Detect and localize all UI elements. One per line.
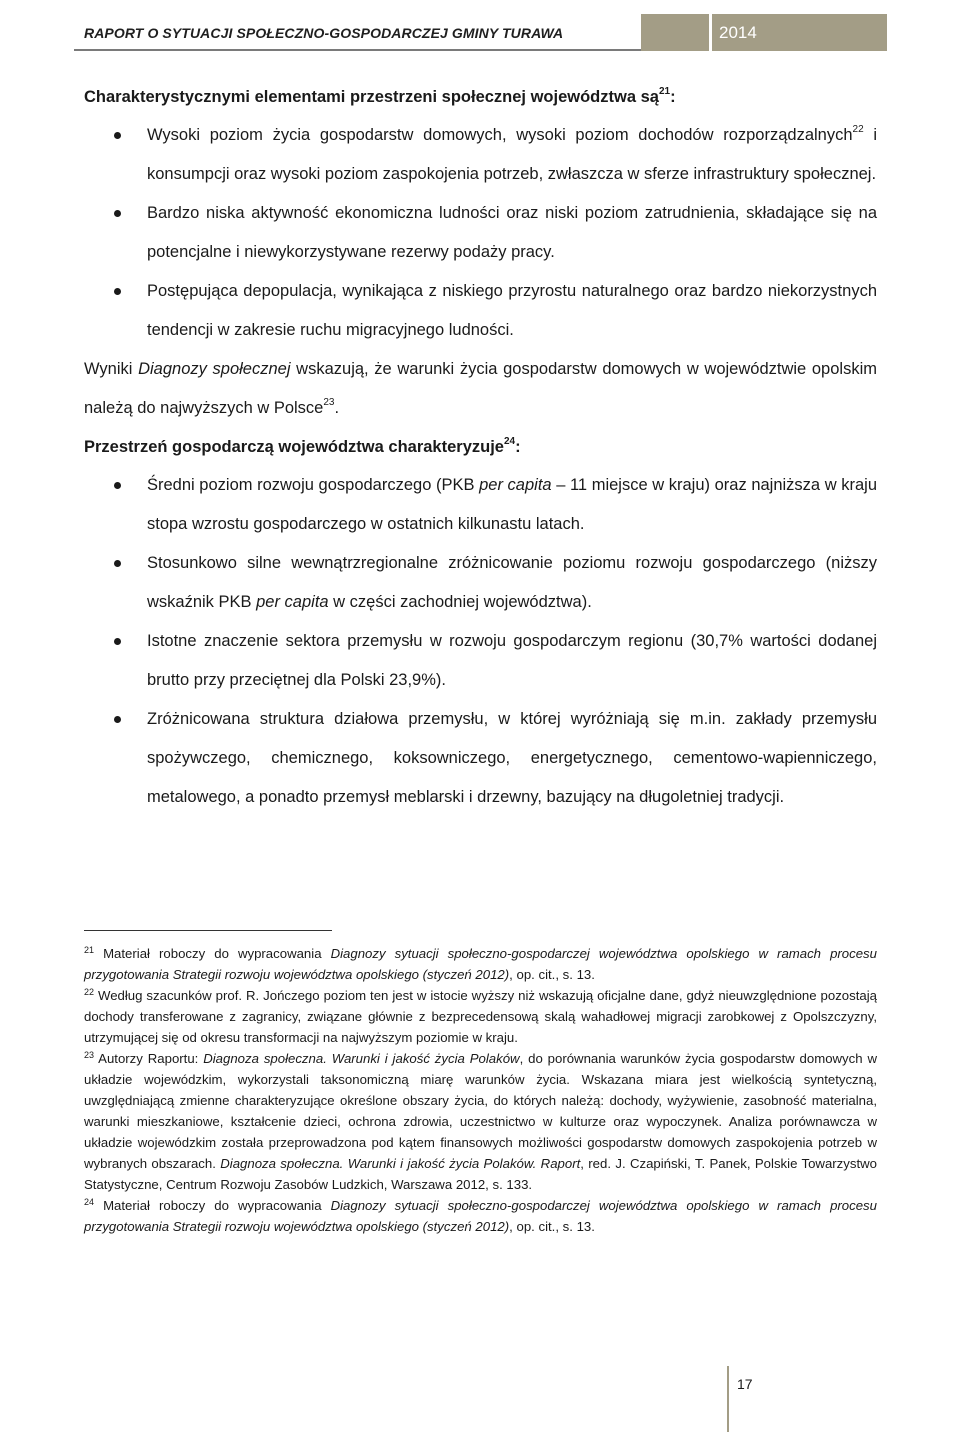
footnotes [84, 930, 877, 1237]
bullet-icon [114, 288, 121, 295]
social-features-list [84, 116, 877, 350]
list-item: Istotne znaczenie sektora przemysłu w rozwoju gospodarczym regionu (30,7% wartości dodanej brutto przy przeciętnej dla Polski 23,9%). [84, 622, 877, 700]
section-economic-heading: Przestrzeń gospodarczą województwa charakteryzuje$^{24}$: [84, 436, 521, 456]
footnote-22: $^{22}$ Według szacunków prof. R. Jończego poziom ten jest w istocie wyższy niż wskazują oficjalne dane, gdyż nieuwzględnione pozostają dochody transferowane z zagranicy, związane głównie z bezprecedensową skalą wahadłowej migracji zarobkowej z Opolszczyzny, utrzymującej się od okresu transformacji na najwyższym poziomie w kraju. [84, 987, 877, 1045]
bullet-icon [114, 132, 121, 139]
list-item: Stosunkowo silne wewnątrzregionalne zróżnicowanie poziomu rozwoju gospodarczego (niższy wskaźnik PKB per capita w części zachodniej województwa). [84, 544, 877, 622]
header-title: RAPORT O SYTUACJI SPOŁECZNO-GOSPODARCZEJ GMINY TURAWA [74, 14, 641, 51]
section-social-heading: Charakterystycznymi elementami przestrzeni społecznej województwa $są^{21}$: [84, 86, 676, 106]
bullet-icon [114, 210, 121, 217]
footnote-divider [84, 930, 332, 931]
footnote-23: $^{23}$ Autorzy Raportu: Diagnoza społeczna. Warunki i jakość życia Polaków, do porównania warunków życia gospodarstw domowych w układzie wojewódzkim, wykorzystali taksonomiczną miarę warunków życia. Wskazana miara jest wielkością syntetyczną, uwzględniającą zmienne charakteryzujące określone obszary życia, do których należą: dochody, wyżywienie, zasobność materialna, warunki mieszkaniowe, kształcenie dzieci, ochrona zdrowia, uczestnictwo w kulturze oraz wypoczynek. Analiza porównawcza w układzie wojewódzkim została przeprowadzona pod kątem finansowych możliwości gospodarstw domowych zaspokojenia potrzeb w wybranych obszarach. Diagnoza społeczna. Warunki i jakość życia Polaków. Raport, red. J. Czapiński, T. Panek, Polskie Towarzystwo Statystyczne, Centrum Rozwoju Zasobów Ludzkich, Warszawa 2012, s. 133. [84, 1050, 877, 1192]
list-item: Zróżnicowana struktura działowa przemysłu, w której wyróżniają się m.in. zakłady przemysłu spożywczego, chemicznego, koksowniczego, energetycznego, cementowo-wapienniczego, metalowego, a ponadto przemysł meblarski i drzewny, bazujący na długoletniej tradycji. [84, 700, 877, 817]
list-item: Wysoki poziom życia gospodarstw domowych, wysoki poziom dochodów rozporządzalnych$^{22}$ i konsumpcji oraz wysoki poziom zaspokojenia potrzeb, zwłaszcza w sferze infrastruktury społecznej. [84, 116, 877, 194]
bullet-icon [114, 482, 121, 489]
main-content [84, 78, 877, 817]
list-item: Postępująca depopulacja, wynikająca z niskiego przyrostu naturalnego oraz bardzo niekorzystnych tendencji w zakresie ruchu migracyjnego ludności. [84, 272, 877, 350]
page-number: 17 [727, 1366, 767, 1432]
footnote-24: $^{24}$ Materiał roboczy do wypracowania Diagnozy sytuacji społeczno-gospodarczej województwa opolskiego w ramach procesu przygotowania Strategii rozwoju województwa opolskiego (styczeń 2012), op. cit., s. 13. [84, 1197, 877, 1234]
list-item: Średni poziom rozwoju gospodarczego (PKB per capita – 11 miejsce w kraju) oraz najniższa w kraju stopa wzrostu gospodarczego w ostatnich kilkunastu latach. [84, 466, 877, 544]
header-year-box [641, 14, 887, 51]
body-paragraph: Wyniki Diagnozy społecznej wskazują, że warunki życia gospodarstw domowych w województwie opolskim należą do najwyższych w Polsce$^{23}$. [84, 360, 877, 417]
bullet-icon [114, 716, 121, 723]
footnote-21: $^{21}$ Materiał roboczy do wypracowania Diagnozy sytuacji społeczno-gospodarczej województwa opolskiego w ramach procesu przygotowania Strategii rozwoju województwa opolskiego (styczeń 2012), op. cit., s. 13. [84, 945, 877, 982]
bullet-icon [114, 638, 121, 645]
bullet-icon [114, 560, 121, 567]
header-year: 2014 [719, 23, 757, 42]
page-header [74, 14, 887, 51]
economic-features-list [84, 466, 877, 817]
list-item: Bardzo niska aktywność ekonomiczna ludności oraz niski poziom zatrudnienia, składające się na potencjalne i niewykorzystywane rezerwy podaży pracy. [84, 194, 877, 272]
